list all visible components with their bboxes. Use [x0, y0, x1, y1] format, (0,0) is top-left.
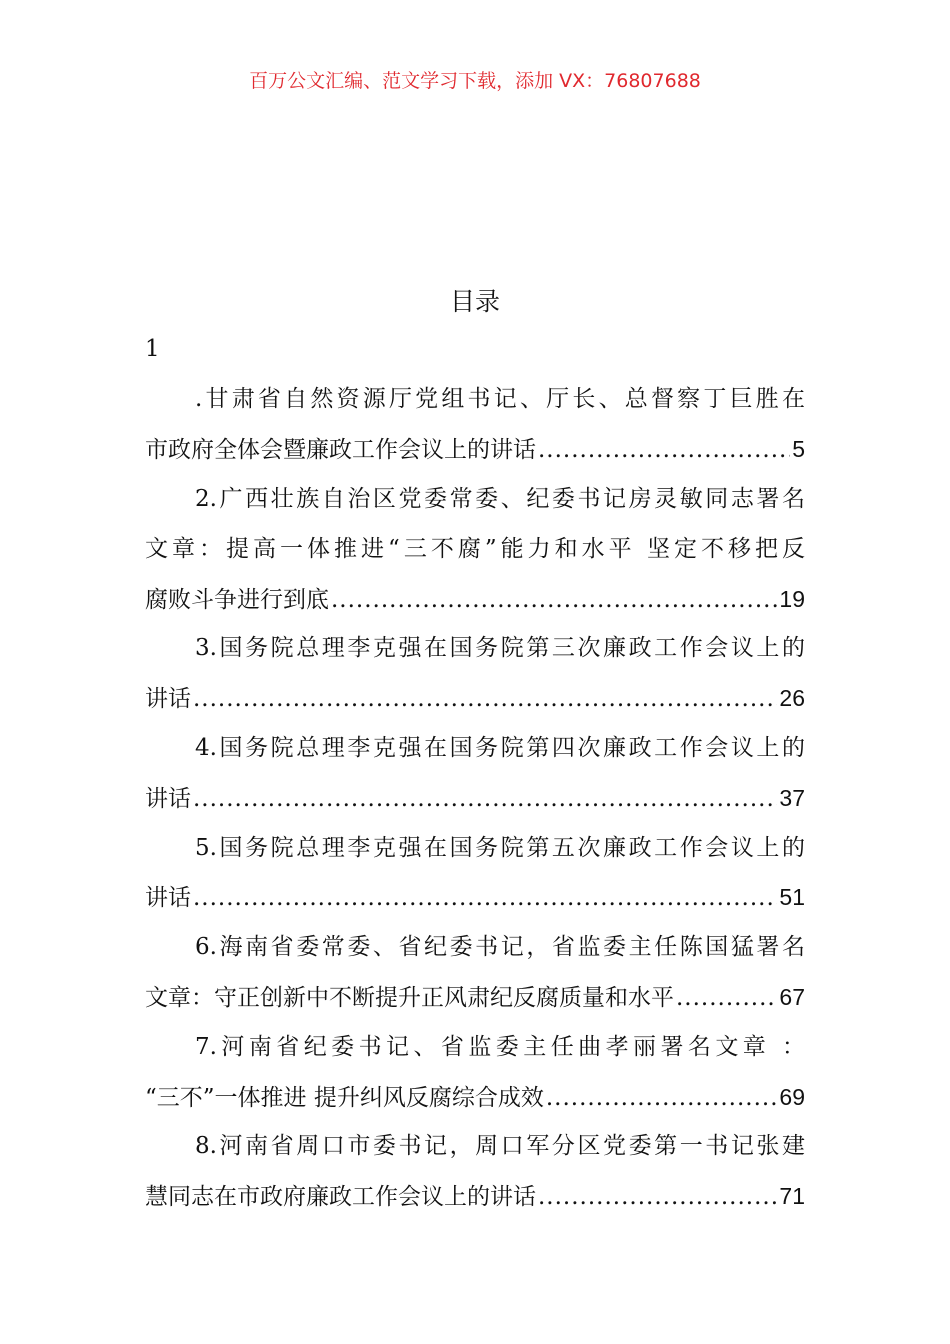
- toc-entry-5-last[interactable]: [145, 882, 805, 913]
- page-number: 5: [792, 436, 805, 462]
- toc-entry-1-line[interactable]: .甘肃省自然资源厅党组书记、厅长、总督察丁巨胜在: [195, 386, 805, 412]
- toc-entry-6-line[interactable]: 6.海南省委常委、省纪委书记，省监委主任陈国猛署名: [195, 934, 805, 960]
- toc-entry-1-last[interactable]: [145, 434, 805, 465]
- toc-entry-1-number: 1: [145, 336, 160, 362]
- toc-entry-8-line[interactable]: 8.河南省周口市委书记，周口军分区党委第一书记张建: [195, 1133, 805, 1159]
- toc-entry-text: 文章：守正创新中不断提升正风肃纪反腐质量和水平: [145, 985, 674, 1011]
- toc-entry-text: 讲话: [145, 885, 191, 911]
- toc-entry-6-last[interactable]: [145, 982, 805, 1013]
- toc-entry-text: 讲话: [145, 786, 191, 812]
- dot-leader: [193, 784, 777, 814]
- toc-entry-2-line[interactable]: 2.广西壮族自治区党委常委、纪委书记房灵敏同志署名: [195, 486, 805, 512]
- toc-entry-4-line[interactable]: 4.国务院总理李克强在国务院第四次廉政工作会议上的: [195, 735, 805, 761]
- page-number: 37: [779, 785, 805, 811]
- toc-entry-text: 腐败斗争进行到底: [145, 587, 329, 613]
- toc-entry-7-last[interactable]: [145, 1082, 805, 1113]
- toc-entry-3-line[interactable]: 3.国务院总理李克强在国务院第三次廉政工作会议上的: [195, 635, 805, 661]
- toc-entry-text: 慧同志在市政府廉政工作会议上的讲话: [145, 1184, 536, 1210]
- toc-entry-5-line[interactable]: 5.国务院总理李克强在国务院第五次廉政工作会议上的: [195, 835, 805, 861]
- watermark-banner: 百万公文汇编、范文学习下载，添加 VX：76807688: [249, 70, 701, 92]
- toc-entry-4-last[interactable]: [145, 783, 805, 814]
- toc-entry-2-line[interactable]: 文章：提高一体推进“三不腐”能力和水平 坚定不移把反: [145, 536, 805, 562]
- page-number: 71: [779, 1183, 805, 1209]
- toc-entry-7-line[interactable]: 7.河南省纪委书记、省监委主任曲孝丽署名文章 ：: [195, 1034, 805, 1060]
- toc-entry-3-last[interactable]: [145, 683, 805, 714]
- toc-entry-text: 市政府全体会暨廉政工作会议上的讲话: [145, 437, 536, 463]
- page-number: 26: [779, 685, 805, 711]
- page-number: 19: [779, 586, 805, 612]
- dot-leader: [538, 1182, 777, 1212]
- dot-leader: [331, 585, 777, 615]
- toc-entry-8-last[interactable]: [145, 1181, 805, 1212]
- dot-leader: [676, 983, 777, 1013]
- dot-leader: [546, 1083, 778, 1113]
- toc-entry-text: “三不”一体推进 提升纠风反腐综合成效: [145, 1085, 544, 1111]
- page-number: 67: [779, 984, 805, 1010]
- dot-leader: [193, 684, 777, 714]
- toc-entry-2-last[interactable]: [145, 584, 805, 615]
- dot-leader: [538, 435, 790, 465]
- page-number: 69: [779, 1084, 805, 1110]
- toc-entry-text: 讲话: [145, 686, 191, 712]
- page-number: 51: [779, 884, 805, 910]
- toc-title: 目录: [449, 287, 500, 316]
- dot-leader: [193, 883, 777, 913]
